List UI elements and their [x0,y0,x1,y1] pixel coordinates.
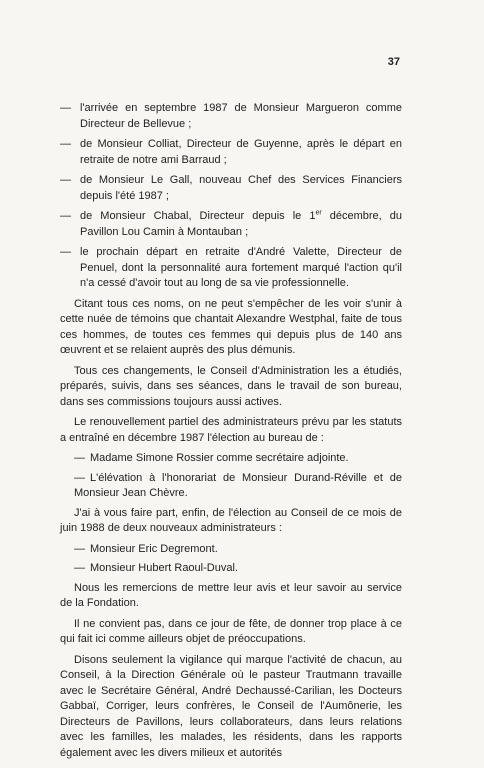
list-item: — le prochain départ en retraite d'André Valette, Directeur de Penuel, dont la personnalité aura fortement marqué l'action qu'il n'a cessé d'avoir tout au long de sa vie professionnelle. [60,246,402,289]
list-item: — de Monsieur Chabal, Directeur depuis le 1er décembre, du Pavillon Lou Camin à Montauban ; [60,209,402,238]
sub-item: — Monsieur Hubert Raoul-Duval. [74,562,238,574]
page-number: 37 [387,56,400,68]
list-item: — de Monsieur Colliat, Directeur de Guyenne, après le départ en retraite de notre ami Barraud ; [60,138,402,166]
list-item: — de Monsieur Le Gall, nouveau Chef des Services Financiers depuis l'été 1987 ; [60,174,402,202]
document-body [60,101,402,766]
paragraph: Nous les remercions de mettre leur avis et leur savoir au service de la Fondation. [60,581,402,609]
sub-item: — Madame Simone Rossier comme secrétaire adjointe. [74,452,349,464]
list-item: — l'arrivée en septembre 1987 de Monsieur Margueron comme Directeur de Bellevue ; [60,102,402,130]
paragraph: Le renouvellement partiel des administrateurs prévu par les statuts a entraîné en décembre 1987 l'élection au bureau de : [60,416,402,444]
sub-item: — Monsieur Eric Degremont. [74,542,218,555]
sub-item: — L'élévation à l'honorariat de Monsieur Durand-Réville et de Monsieur Jean Chèvre. [74,471,402,499]
paragraph: Disons seulement la vigilance qui marque l'activité de chacun, au Conseil, à la Direction Générale où le pasteur Trautmann travaille avec le Secrétaire Général, André Dechaussé-Carilian, les Docteurs Gabbaï, Corriger, leurs confrères, le Conseil de l'Aumônerie, les Directeurs de Pavillons, leurs collaborateurs, dans leurs relations avec les familles, les malades, les résidents, dans les rapports également avec les divers milieux et autorités [60,653,402,759]
paragraph: Tous ces changements, le Conseil d'Administration les a étudiés, préparés, suivis, dans ses séances, dans le travail de son bureau, dans ses commissions toujours aussi actives. [60,364,402,408]
paragraph: Citant tous ces noms, on ne peut s'empêcher de les voir s'unir à cette nuée de témoins que chantait Alexandre Westphal, faite de tous ces hommes, de toutes ces femmes qui depuis plus de 140 ans œuvrent et se relaient auprès des plus démunis. [60,297,402,356]
paragraph: J'ai à vous faire part, enfin, de l'élection au Conseil de ce mois de juin 1988 de deux nouveaux administrateurs : [60,506,402,534]
paragraph: Il ne convient pas, dans ce jour de fête, de donner trop place à ce qui fait ici comme ailleurs objet de préoccupations. [60,617,402,645]
